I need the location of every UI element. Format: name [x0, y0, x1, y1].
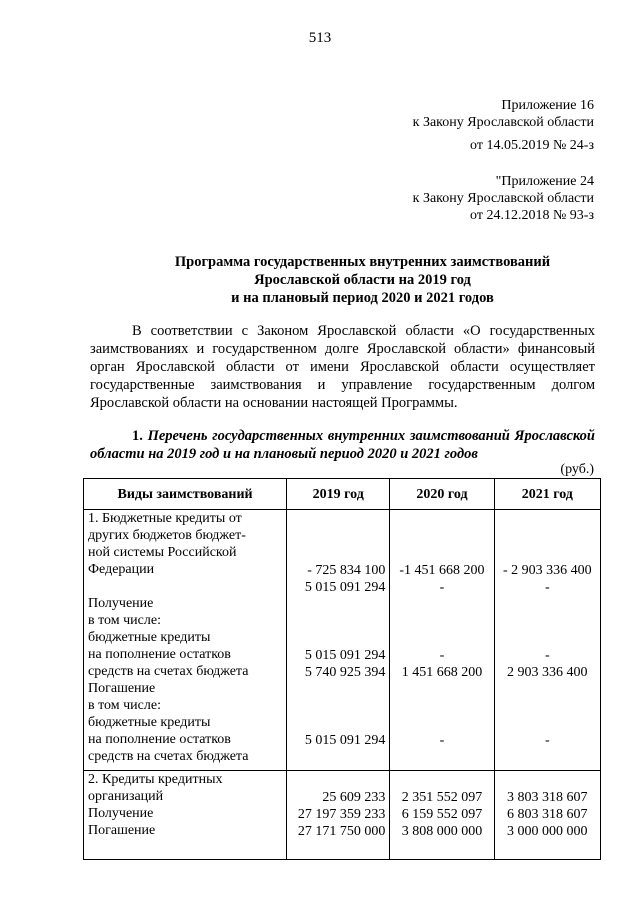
row1-label-line: 1. Бюджетные кредиты от — [88, 511, 242, 526]
row1-2021-value — [496, 681, 599, 698]
row1-2021-value: 2 903 336 400 — [507, 665, 588, 680]
section-heading — [90, 427, 595, 463]
header-2021: 2021 год — [494, 479, 600, 510]
row2-2021 — [494, 771, 600, 860]
row1-2019-value: 5 015 091 294 — [304, 648, 386, 663]
row1-2020-value — [391, 715, 492, 732]
row1-2019-value — [288, 511, 385, 528]
row1-2020-value: - — [439, 648, 445, 663]
row1-2019-value — [288, 596, 385, 613]
unit-label: (руб.) — [560, 462, 594, 477]
row2-2021-value: 3 803 318 607 — [507, 790, 588, 805]
row1-2020-value — [391, 596, 492, 613]
row1-2020-value — [391, 545, 492, 562]
row1-label-line: в том числе: — [88, 613, 161, 628]
row2-2020-value: 2 351 552 097 — [401, 790, 483, 805]
header-2019: 2019 год — [287, 479, 390, 510]
row1-2021-value — [496, 630, 599, 647]
row1-2019-value — [288, 545, 385, 562]
intro-text: В соответствии с Законом Ярославской области «О государственных заимствованиях и государственном долге Ярославской области» финансовый орган Ярославской области от имени Ярославской области осуществляет государственные заимствования и управление государственным долгом Ярославской области на основании настоящей Программы. — [90, 323, 595, 411]
row2-label-line: организаций — [88, 789, 164, 804]
row1-2019-value — [288, 749, 385, 766]
row2-label-line: 2. Кредиты кредитных — [88, 772, 223, 787]
row1-2019-value — [288, 528, 385, 545]
row2-2019-value: 27 171 750 000 — [297, 824, 386, 839]
row1-2021-value — [496, 749, 599, 766]
appendix-16-date: от 14.05.2019 № 24-з — [470, 138, 594, 153]
row1-2021-value — [496, 511, 599, 528]
row2-2021-value — [496, 772, 599, 789]
row1-2021-lines — [496, 511, 599, 766]
row1-2019-value — [288, 681, 385, 698]
row1-2019-value: 5 015 091 294 — [304, 580, 386, 595]
row2-2021-value: 6 803 318 607 — [507, 807, 588, 822]
row1-2019 — [287, 510, 390, 771]
row1-2020-value — [391, 630, 492, 647]
row2-label-line: Погашение — [88, 823, 156, 838]
row1-2021-value — [496, 545, 599, 562]
row1-2020-value: - — [439, 733, 445, 748]
row1-label-line: средств на счетах бюджета — [88, 664, 249, 679]
appendix-24-law: к Закону Ярославской области — [412, 191, 594, 206]
row1-label-line: на пополнение остатков — [88, 647, 231, 662]
row1-2021 — [494, 510, 600, 771]
row1-2021-value — [496, 528, 599, 545]
row2-label — [84, 771, 287, 860]
row1-label-lines — [88, 510, 282, 765]
row1-2019-value — [288, 698, 385, 715]
appendix-24-reference — [413, 173, 594, 224]
row2-2020-value — [391, 772, 492, 789]
row1-label-line: на пополнение остатков — [88, 732, 231, 747]
row2-2019-value: 27 197 359 233 — [297, 807, 386, 822]
table-row — [84, 510, 601, 771]
row2-2019-lines — [288, 772, 385, 840]
row2-2021-lines — [496, 772, 599, 840]
appendix-24-date: от 24.12.2018 № 93-з — [470, 208, 594, 223]
row1-2021-value — [496, 596, 599, 613]
row1-2020-value — [391, 613, 492, 630]
row1-2019-value: 5 740 925 394 — [304, 665, 386, 680]
title-line-2: Ярославской области на 2019 год — [254, 272, 471, 288]
row2-2020-lines — [391, 772, 492, 840]
header-borrowing-type: Виды заимствований — [84, 479, 287, 510]
appendix-24-title: "Приложение 24 — [495, 174, 594, 189]
row1-2021-value: - — [544, 733, 550, 748]
intro-paragraph — [90, 322, 595, 412]
table-header-row — [84, 479, 601, 510]
row1-2019-value — [288, 715, 385, 732]
row1-label-line: Федерации — [88, 562, 155, 577]
row1-label-line — [88, 578, 282, 595]
row1-2019-lines — [288, 511, 385, 766]
row1-label — [84, 510, 287, 771]
row1-label-line: в том числе: — [88, 698, 161, 713]
appendix-16-law: к Закону Ярославской области — [412, 115, 594, 130]
row1-2021-value: - 2 903 336 400 — [502, 563, 592, 578]
borrowings-table — [83, 478, 601, 860]
row1-2021-value: - — [544, 580, 550, 595]
row2-2020 — [390, 771, 494, 860]
row1-2020-lines — [391, 511, 492, 766]
appendix-16-reference — [413, 97, 594, 154]
row1-2020-value — [391, 511, 492, 528]
row1-2020-value — [391, 749, 492, 766]
row1-2019-value — [288, 630, 385, 647]
page-number: 513 — [308, 30, 332, 46]
row1-label-line: других бюджетов бюджет- — [88, 528, 246, 543]
section-title: Перечень государственных внутренних заимствований Ярославской области на 2019 год и на плановый период 2020 и 2021 годов — [90, 428, 595, 462]
row1-2020-value: - — [439, 580, 445, 595]
row2-2019-value — [288, 772, 385, 789]
row1-2021-value — [496, 698, 599, 715]
row2-label-lines — [88, 771, 282, 839]
row2-2020-value: 6 159 552 097 — [401, 807, 483, 822]
row1-label-line: бюджетные кредиты — [88, 715, 211, 730]
row1-2019-value — [288, 613, 385, 630]
row1-2020-value: -1 451 668 200 — [399, 563, 485, 578]
row1-2021-value — [496, 613, 599, 630]
row1-label-line: Погашение — [88, 681, 156, 696]
row1-2020 — [390, 510, 494, 771]
row1-2020-value — [391, 698, 492, 715]
section-number: 1. — [132, 428, 143, 444]
title-line-1: Программа государственных внутренних заимствований — [174, 254, 551, 270]
row2-2019-value: 25 609 233 — [322, 790, 386, 805]
appendix-16-title: Приложение 16 — [501, 98, 594, 113]
header-2020: 2020 год — [390, 479, 494, 510]
row1-2021-value — [496, 715, 599, 732]
row1-2020-value — [391, 528, 492, 545]
row1-label-line: средств на счетах бюджета — [88, 749, 249, 764]
row1-2019-value: 5 015 091 294 — [304, 733, 386, 748]
row2-2020-value: 3 808 000 000 — [401, 824, 483, 839]
row1-2019-value: - 725 834 100 — [307, 563, 386, 578]
row1-label-line: бюджетные кредиты — [88, 630, 211, 645]
row1-2021-value: - — [544, 648, 550, 663]
row1-label-line: ной системы Российской — [88, 545, 237, 560]
row2-label-line: Получение — [88, 806, 154, 821]
document-title — [60, 253, 640, 307]
row2-2021-value: 3 000 000 000 — [507, 824, 588, 839]
row1-2020-value: 1 451 668 200 — [401, 665, 483, 680]
row2-2019 — [287, 771, 390, 860]
row1-label-line: Получение — [88, 596, 154, 611]
table-row — [84, 771, 601, 860]
title-line-3: и на плановый период 2020 и 2021 годов — [231, 290, 494, 306]
row1-2020-value — [391, 681, 492, 698]
